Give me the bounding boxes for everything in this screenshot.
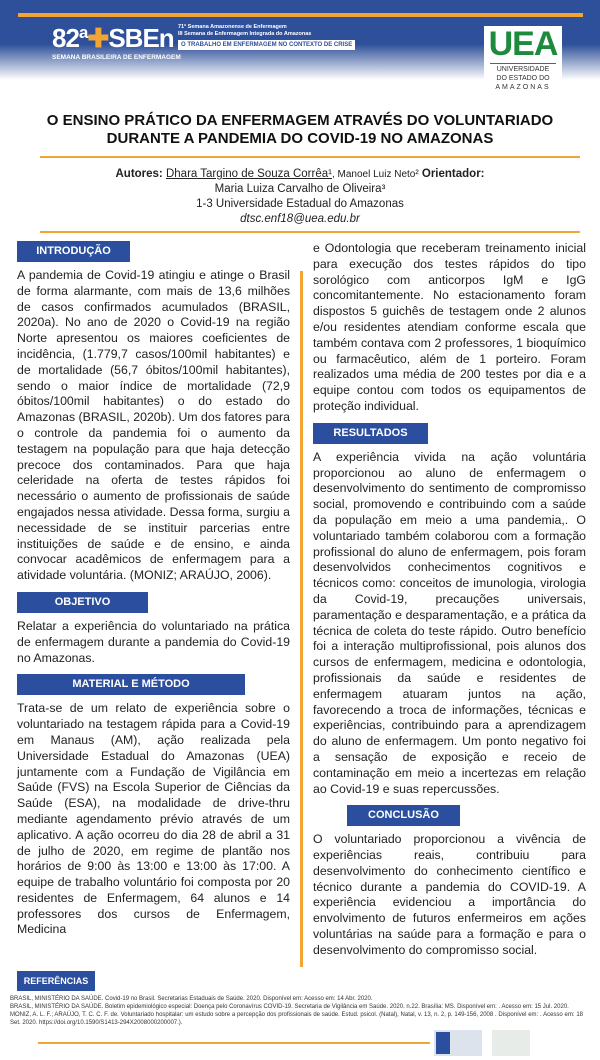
event-theme: O TRABALHO EM ENFERMAGEM NO CONTEXTO DE CRISE xyxy=(178,40,355,50)
partner-logo xyxy=(492,1030,530,1056)
objective-text: Relatar a experiência do voluntariado na prática de enfermagem durante a pandemia do Covid-19 no Amazonas. xyxy=(17,618,290,665)
left-column xyxy=(17,241,290,967)
method-text-continued: e Odontologia que receberam treinamento inicial para execução dos testes rápidos do tipo sorológico com anticorpos IgM e IgG concomitantemente. No estacionamento foram dispostos 5 guichês de testagem onde 2 alunos e/ou residentes atendiam conforme escala que também contava com 2 professores, 1 bioquímico ou farmacêutico, além de 1 porteiro. Foram realizados uma média de 200 testes por dia e a equipe contou com todos os equipamentos de proteção individual. xyxy=(313,241,586,413)
sben-logo: 82ª✚SBEn xyxy=(52,23,174,53)
uea-logo: UEA UNIVERSIDADE DO ESTADO DO AMAZONAS xyxy=(484,26,562,100)
right-column xyxy=(313,241,586,967)
results-text: A experiência vivida na ação voluntária proporcionou ao aluno de enfermagem o desenvolvimento do sentimento de compromisso social, promovendo e contribuindo com a saúde da população em meio a uma pandemia,. O voluntariado também colaborou com a formação profissional do aluno de enfermagem, pois foram desenvolvidos conhecimentos cognitivos e técnicos como: conceitos de imunologia, virologia da Covid-19, precauções universais, paramentação e desparamentação, e a prática da técnica de coleta do teste rápido. Outro benefício foi a interação multiprofissional, pois alunos dos cursos de enfermagem, medicina e odontologia, profissionais da saúde e residentes de enfermagem atuaram juntos na ação, favorecendo a troca de informações, técnicas e experiências, contribuindo para a aprendizagem do aluno de enfermagem. Um ponto negativo foi a sensação de exposição e receio de contaminação em meio a incertezas em relação ao Covid-19 e suas repercussões. xyxy=(313,449,586,796)
event-names: 71ª Semana Amazonense de Enfermagem III Semana de Enfermagem Integrada do Amazonas xyxy=(178,24,312,37)
divider xyxy=(40,231,580,233)
divider xyxy=(40,156,580,158)
sben-subtitle: SEMANA BRASILEIRA DE ENFERMAGEM xyxy=(52,54,181,61)
intro-text: A pandemia de Covid-19 atingiu e atinge o Brasil de forma alarmante, com mais de 13,6 milhões de casos confirmados acumulados (BRASIL, 2020a). No ano de 2020 o Covid-19 na região Norte apresentou os maiores coeficientes de incidência, (1.779,7 casos/100mil habitantes) e de mortalidade (56,7 óbitos/100mil habitantes), sendo o maior índice de mortalidade (72,9 óbitos/100mil habitantes) o do estado do Amazonas (BRASIL, 2020b). Um dos fatores para o controle da pandemia foi o aumento da testagem na população para que haja detecção precoce dos contaminados. Para que haja celeridade na oferta de testes rápidos foi necessário o aumento de profissionais de saúde engajados nessa atividade. Dessa forma, surgiu a necessidade de se instituir parcerias entre instituições de saúde e de ensino, e ainda convocar acadêmicos de enfermagem para a atividade voluntária. (MONIZ; ARAÚJO, 2006). xyxy=(17,268,290,583)
association-logo xyxy=(434,1030,482,1056)
authors-block: Autores: Dhara Targino de Souza Corrêa¹, Manoel Luiz Neto² Orientador: Maria Luiza Carvalho de Oliveira³ 1-3 Universidade Estadual do Amazonas dtsc.enf18@uea.edu.br xyxy=(115,168,485,225)
heading-objetivo: OBJETIVO xyxy=(17,592,148,613)
method-text: Trata-se de um relato de experiência sobre o voluntariado na testagem rápida para a Covid-19 em Manaus (AM), ação realizada pela Universidade Estadual do Amazonas (UEA) juntamente com a Fundação de Vigilância em Saúde (FVS) na Escola Superior de Ciências da Saúde (ESA), na modalidade de drive-thru mediante agendamento prévio através de um aplicativo. A ação ocorreu do dia 28 de abril a 31 de julho de 2020, em regime de plantão nos horários de 9:00 às 13:00 e 13:00 às 17:00. A equipe de trabalho voluntário foi composta por 20 residentes de Enfermagem, 64 alunos e 14 professores dos cursos de Enfermagem, Medicina xyxy=(17,701,290,937)
heading-conclusao: CONCLUSÃO xyxy=(347,805,460,826)
heading-referencias: REFERÊNCIAS xyxy=(17,971,95,991)
conclusion-text: O voluntariado proporcionou a vivência de experiências reais, contribuiu para desenvolvimento do conhecimento científico e técnico durante a pandemia do COVID-19. A experiência evidenciou a importância do envolvimento de futuros enfermeiros em ações voluntárias na saúde para a formação e para o desenvolvimento do compromisso social. xyxy=(313,832,586,957)
footer-divider xyxy=(38,1042,430,1044)
reference-item: BRASIL, MINISTÉRIO DA SAÚDE. Covid-19 no Brasil. Secretarias Estaduais de Saúde. 2020. Disponível em: Acesso em: 14 Abr. 2020. xyxy=(10,995,373,1002)
references-section xyxy=(0,967,600,1027)
footer xyxy=(38,1030,600,1056)
reference-item: BRASIL, MINISTÉRIO DA SAÚDE. Boletim epidemiológico especial: Doença pelo Coronavírus COVID-19. Secretaria de Vigilância em Saúde. 2020. n.22. Brasília: MS. Disponível em: . Acesso em: 15 Jul. 2020. xyxy=(10,1003,569,1010)
column-divider xyxy=(300,271,303,967)
poster-title: O ENSINO PRÁTICO DA ENFERMAGEM ATRAVÉS DO VOLUNTARIADO DURANTE A PANDEMIA DO COVID-19 NO AMAZONAS xyxy=(46,112,554,147)
references-list xyxy=(10,995,583,1027)
heading-resultados: RESULTADOS xyxy=(313,423,428,444)
reference-item: MONIZ, A. L. F.; ARAÚJO, T. C. C. F. de. Voluntariado hospitalar: um estudo sobre a percepção dos profissionais de saúde. Estud. psicol. (Natal), Natal, v. 13, n. 2, p. 149-156, 2008 . Disponível em: . Acesso em: 18 Set. 2020. https://doi.org/10.1590/S1413-294X2008000200007.). xyxy=(10,1011,583,1026)
heading-metodo: MATERIAL E MÉTODO xyxy=(17,674,245,695)
columns xyxy=(0,241,600,967)
heading-introducao: INTRODUÇÃO xyxy=(17,241,130,262)
